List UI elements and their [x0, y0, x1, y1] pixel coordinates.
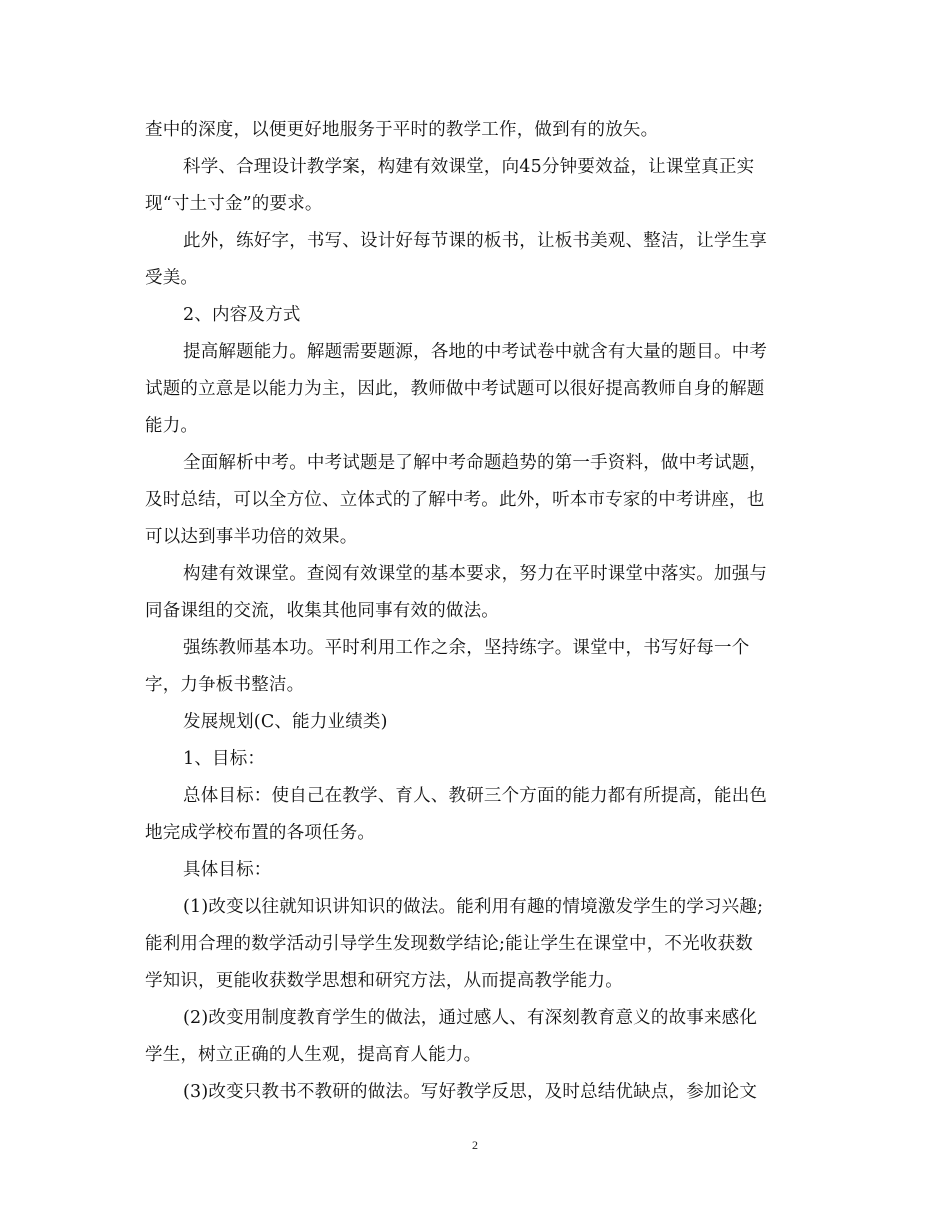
text-line: 学生，树立正确的人生观，提高育人能力。 [145, 1045, 482, 1065]
text-line: (2)改变用制度教育学生的做法，通过感人、有深刻教育意义的故事来感化 [183, 1008, 758, 1028]
paragraph [145, 1000, 810, 1074]
text-line: 发展规划(C、能力业绩类) [183, 712, 388, 732]
paragraph [145, 445, 810, 556]
text-line: 字，力争板书整洁。 [145, 675, 305, 695]
text-line: 受美。 [145, 268, 199, 288]
paragraph [145, 1074, 810, 1111]
text-line: 科学、合理设计教学案，构建有效课堂，向45分钟要效益，让课堂真正实 [183, 157, 755, 177]
paragraph [145, 852, 810, 889]
text-line: 可以达到事半功倍的效果。 [145, 527, 358, 547]
text-line: 同备课组的交流，收集其他同事有效的做法。 [145, 601, 499, 621]
text-line: 查中的深度，以便更好地服务于平时的教学工作，做到有的放矢。 [145, 120, 659, 140]
text-line: 构建有效课堂。查阅有效课堂的基本要求，努力在平时课堂中落实。加强与 [183, 564, 768, 584]
text-line: 1、目标： [183, 749, 266, 769]
paragraph [145, 149, 810, 223]
text-line: (3)改变只教书不教研的做法。写好教学反思，及时总结优缺点，参加论文 [183, 1082, 758, 1102]
text-line: 现“寸土寸金”的要求。 [145, 194, 323, 214]
text-line: 能力。 [145, 416, 199, 436]
paragraph [145, 630, 810, 704]
paragraph [145, 334, 810, 445]
paragraph [145, 889, 810, 1000]
text-line: 总体目标：使自己在教学、育人、教研三个方面的能力都有所提高，能出色 [183, 786, 768, 806]
text-line: 及时总结，可以全方位、立体式的了解中考。此外，听本市专家的中考讲座，也 [145, 490, 765, 510]
text-line: 能利用合理的数学活动引导学生发现数学结论;能让学生在课堂中，不光收获数 [145, 934, 753, 954]
paragraph [145, 223, 810, 297]
text-line: (1)改变以往就知识讲知识的做法。能利用有趣的情境激发学生的学习兴趣; [183, 897, 764, 917]
page-number: 2 [472, 1138, 478, 1152]
text-line: 试题的立意是以能力为主，因此，教师做中考试题可以很好提高教师自身的解题 [145, 379, 765, 399]
paragraph [145, 556, 810, 630]
paragraph [145, 741, 810, 778]
paragraph [145, 112, 810, 149]
paragraph [145, 704, 810, 741]
text-line: 提高解题能力。解题需要题源，各地的中考试卷中就含有大量的题目。中考 [183, 342, 768, 362]
text-line: 具体目标： [183, 860, 272, 880]
text-line: 学知识，更能收获数学思想和研究方法，从而提高教学能力。 [145, 971, 623, 991]
paragraph [145, 778, 810, 852]
text-line: 地完成学校布置的各项任务。 [145, 823, 376, 843]
document-body [145, 112, 810, 1111]
text-line: 强练教师基本功。平时利用工作之余，坚持练字。课堂中，书写好每一个 [183, 638, 750, 658]
text-line: 全面解析中考。中考试题是了解中考命题趋势的第一手资料，做中考试题， [183, 453, 768, 473]
text-line: 此外，练好字，书写、设计好每节课的板书，让板书美观、整洁，让学生享 [183, 231, 768, 251]
text-line: 2、内容及方式 [183, 305, 301, 325]
paragraph [145, 297, 810, 334]
